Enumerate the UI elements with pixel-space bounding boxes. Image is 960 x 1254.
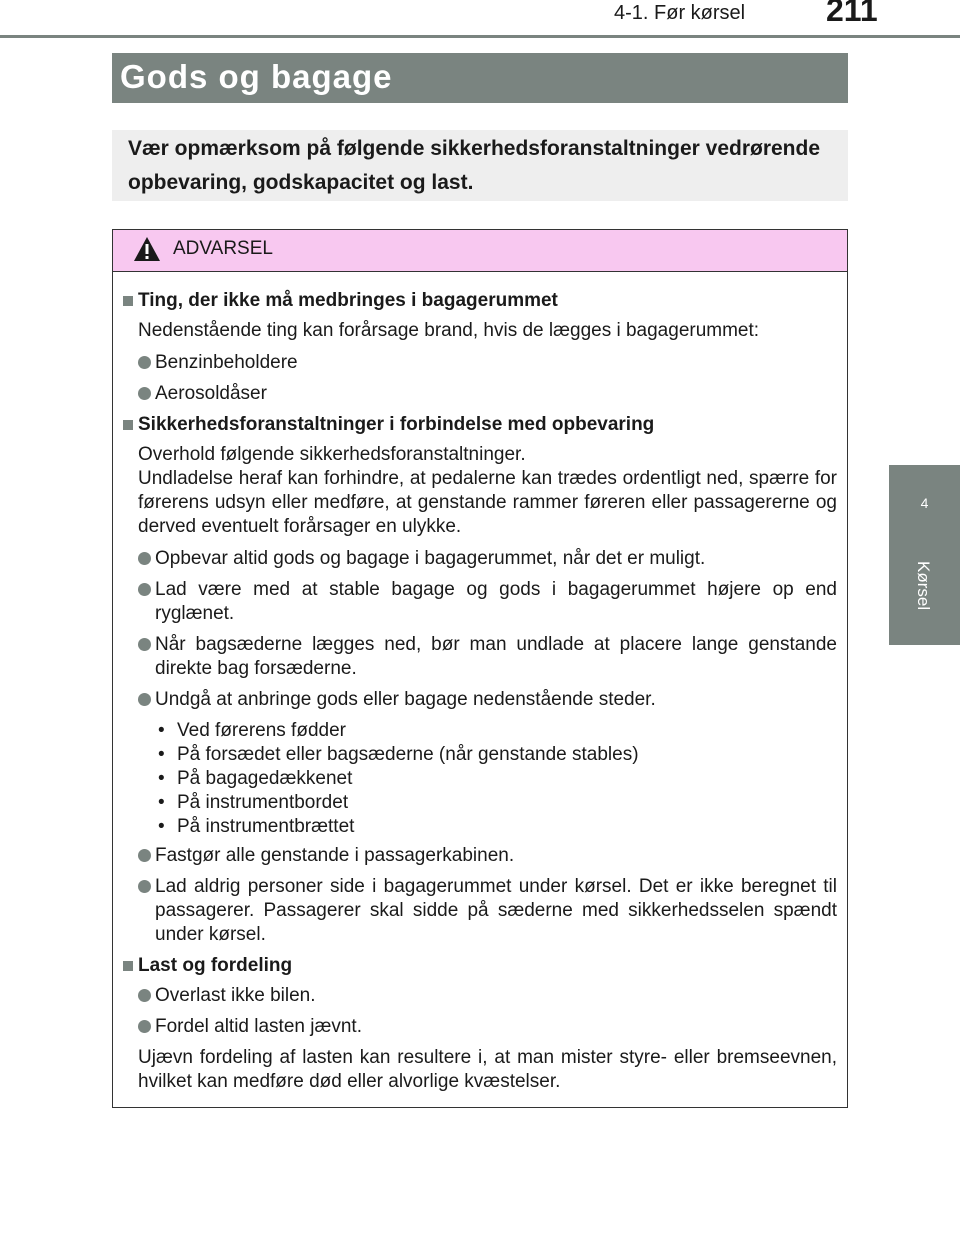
circle-bullet-icon (138, 880, 151, 893)
page-title: Gods og bagage (120, 58, 393, 95)
chapter-label: Kørsel (914, 561, 933, 611)
list-item: Fordel altid lasten jævnt. (138, 1015, 837, 1039)
paragraph: Undladelse heraf kan forhindre, at pedalerne kan trædes ordentligt ned, spærre for førerens udsyn eller medføre, at genstande rammer føreren eller passagererne og derved eventuelt forårsager en ulykke. (138, 468, 837, 537)
sub-list (158, 719, 837, 839)
paragraph: Overhold følgende sikkerhedsforanstaltninger. (138, 444, 526, 465)
list-item: Overlast ikke bilen. (138, 984, 837, 1008)
sub-list-item: • På bagagedækkenet (158, 768, 353, 789)
circle-bullet-icon (138, 989, 151, 1002)
warning-body (113, 272, 847, 1094)
square-bullet-icon (123, 961, 133, 971)
section-heading: Sikkerhedsforanstaltninger i forbindelse med opbevaring (123, 413, 837, 437)
chapter-number: 4 (920, 495, 929, 511)
warning-triangle-icon (133, 236, 161, 262)
circle-bullet-icon (138, 693, 151, 706)
warning-box (112, 229, 848, 1108)
section-reference: 4-1. Før kørsel (614, 2, 746, 24)
sub-list-item: • Ved førerens fødder (158, 720, 346, 741)
list-item: Lad aldrig personer side i bagagerummet under kørsel. Det er ikke beregnet til passagerer. Passagerer skal sidde på sæderne med sikkerhedsselen spændt under kørsel. (138, 875, 837, 947)
list-item: Lad være med at stable bagage og gods i bagagerummet højere op end ryglænet. (138, 578, 837, 626)
intro-text: Vær opmærksom på følgende sikkerhedsforanstaltninger vedrørende opbevaring, godskapacitet og last. (112, 130, 848, 201)
section-heading: Last og fordeling (123, 954, 837, 978)
list-item: Undgå at anbringe gods eller bagage nedenstående steder. (138, 688, 837, 712)
header-divider (0, 35, 960, 38)
circle-bullet-icon (138, 849, 151, 862)
section-heading: Ting, der ikke må medbringes i bagagerummet (123, 289, 837, 313)
circle-bullet-icon (138, 638, 151, 651)
page-number: 211 (826, 0, 878, 28)
list-item: Benzinbeholdere (138, 351, 837, 375)
warning-header (113, 230, 847, 272)
list-item: Aerosoldåser (138, 382, 837, 406)
paragraph: Nedenstående ting kan forårsage brand, hvis de lægges i bagagerummet: (138, 320, 760, 341)
sub-list-item: • På forsædet eller bagsæderne (når genstande stables) (158, 744, 639, 765)
circle-bullet-icon (138, 387, 151, 400)
page-title-bar (112, 53, 848, 103)
warning-label: ADVARSEL (173, 238, 273, 259)
circle-bullet-icon (138, 552, 151, 565)
paragraph: Ujævn fordeling af lasten kan resultere i, at man mister styre- eller bremseevnen, hvilket kan medføre død eller alvorlige kvæstelser. (138, 1047, 837, 1092)
chapter-tab (889, 465, 960, 645)
list-item: Når bagsæderne lægges ned, bør man undlade at placere lange genstande direkte bag forsæderne. (138, 633, 837, 681)
square-bullet-icon (123, 420, 133, 430)
circle-bullet-icon (138, 356, 151, 369)
square-bullet-icon (123, 296, 133, 306)
list-item: Fastgør alle genstande i passagerkabinen. (138, 844, 837, 868)
circle-bullet-icon (138, 583, 151, 596)
sub-list-item: • På instrumentbrættet (158, 816, 355, 837)
sub-list-item: • På instrumentbordet (158, 792, 349, 813)
list-item: Opbevar altid gods og bagage i bagagerummet, når det er muligt. (138, 547, 837, 571)
circle-bullet-icon (138, 1020, 151, 1033)
